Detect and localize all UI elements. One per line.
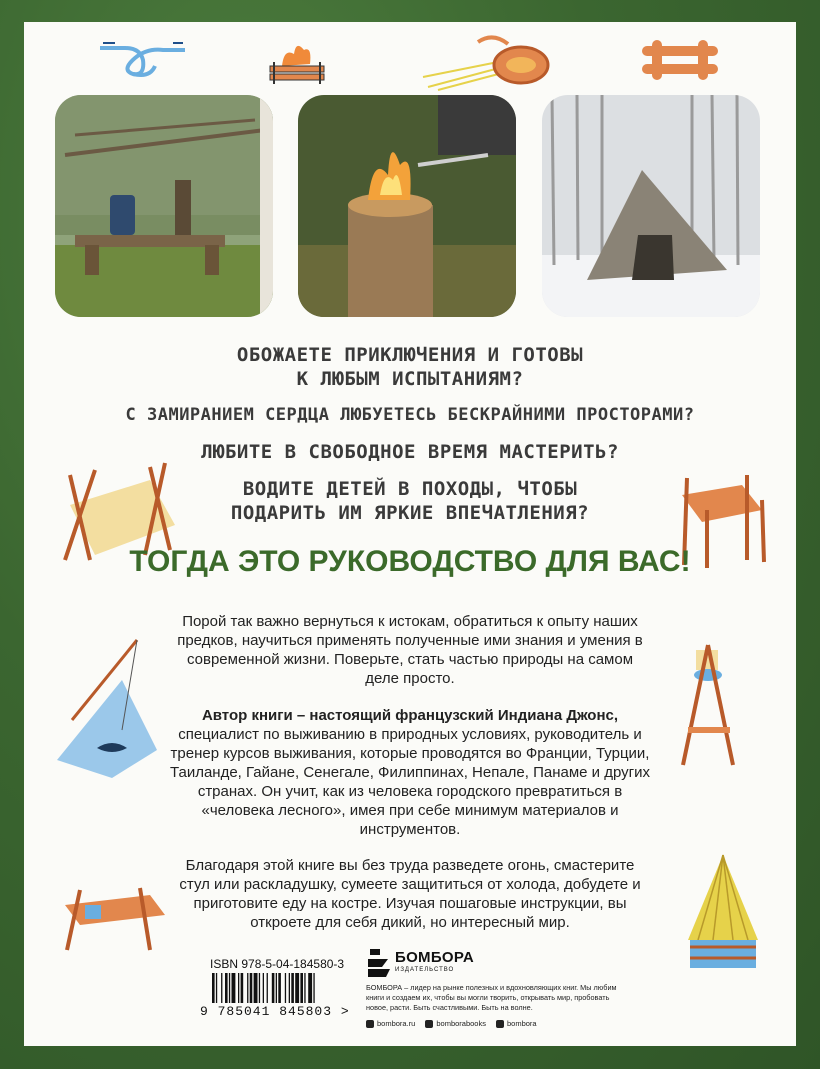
isbn: ISBN 978-5-04-184580-3 — [210, 957, 345, 971]
knot-icon — [95, 38, 190, 83]
barcode-icon — [210, 973, 352, 1005]
wash-stand-icon — [668, 640, 758, 770]
instagram-icon — [366, 1020, 374, 1028]
campfire-box-icon — [262, 36, 332, 86]
youtube-link[interactable] — [496, 1019, 537, 1028]
barcode-bar — [272, 973, 275, 1003]
barcode-bar — [229, 973, 230, 1003]
author-paragraph — [170, 706, 650, 839]
intro-paragraph: Порой так важно вернуться к истокам, обратиться к опыту наших предков, научиться применять полученные ими знания и умения в современной жизни. Поверьте, стать частью природы на самом деле просто. — [177, 613, 643, 687]
barcode-bar — [254, 973, 258, 1003]
woven-basket-icon — [418, 32, 553, 92]
barcode-bar — [276, 973, 277, 1003]
barcode-bar — [289, 973, 290, 1003]
barcode-bar — [267, 973, 268, 1003]
barcode-bar — [247, 973, 248, 1003]
benefits-paragraph: Благодаря этой книге вы без труда разведете огонь, смастерите стул или раскладушку, сумеете защититься от холода, добудете и приготовите еду на костре. Изучая пошаговые инструкции, вы откроете для себя дикий, но интересный мир. — [179, 857, 641, 931]
log-frame-icon — [640, 38, 720, 83]
tepee-frame-icon — [678, 845, 768, 980]
question-adventure-line1: ОБОЖАЕТЕ ПРИКЛЮЧЕНИЯ И ГОТОВЫ — [236, 344, 584, 366]
barcode-bar — [225, 973, 228, 1003]
bombora-logo-icon — [366, 945, 392, 979]
publisher-description: БОМБОРА – лидер на рынке полезных и вдохновляющих книг. Мы любим книги и создаем их, чтобы вы могли творить, открывать мир, пробовать новое, расти. Быть счастливыми. Быть на волне. — [366, 983, 617, 1012]
youtube-text: bombora — [506, 1019, 537, 1028]
barcode-bar — [250, 973, 253, 1003]
barcode-bar — [285, 973, 286, 1003]
question-crafting: ЛЮБИТЕ В СВОБОДНОЕ ВРЕМЯ МАСТЕРИТЬ? — [201, 441, 619, 463]
question-adventure-line2: К ЛЮБЫМ ИСПЫТАНИЯМ? — [296, 368, 524, 390]
camp-table-icon — [55, 880, 170, 955]
barcode-bar — [232, 973, 236, 1003]
barcode-bar — [304, 973, 305, 1003]
barcode-bar — [308, 973, 312, 1003]
barcode-bar — [300, 973, 303, 1003]
barcode-bar — [263, 973, 264, 1003]
winter-hut-photo — [542, 95, 760, 317]
vk-text: bomborabooks — [436, 1019, 486, 1028]
barcode-bar — [278, 973, 281, 1003]
barcode-bar — [295, 973, 299, 1003]
question-kids-line2: ПОДАРИТЬ ИМ ЯРКИЕ ВПЕЧАТЛЕНИЯ? — [230, 502, 590, 524]
question-kids-line1: ВОДИТЕ ДЕТЕЙ В ПОХОДЫ, ЧТОБЫ — [242, 478, 578, 500]
site-link[interactable] — [366, 1019, 415, 1028]
vk-link[interactable] — [425, 1019, 486, 1028]
campsite-photo — [55, 95, 273, 317]
publisher-contacts — [366, 1019, 537, 1028]
barcode-number: 9 785041 845803 > — [200, 1004, 350, 1019]
barcode-bar — [216, 973, 217, 1003]
barcode-bar — [221, 973, 222, 1003]
vk-icon — [425, 1020, 433, 1028]
barcode-bar — [238, 973, 239, 1003]
publisher-name: БОМБОРА — [395, 949, 475, 966]
publisher-sub: ИЗДАТЕЛЬСТВО — [395, 967, 455, 973]
youtube-icon — [496, 1020, 504, 1028]
fire-log-photo — [298, 95, 516, 317]
ice-fishing-icon — [52, 630, 162, 780]
headline: ТОГДА ЭТО РУКОВОДСТВО ДЛЯ ВАС! — [129, 545, 691, 578]
question-spaces: С ЗАМИРАНИЕМ СЕРДЦА ЛЮБУЕТЕСЬ БЕСКРАЙНИМИ ПРОСТОРАМИ? — [125, 405, 695, 425]
barcode-bar — [291, 973, 294, 1003]
barcode-bar — [241, 973, 244, 1003]
author-paragraph-text: специалист по выживанию в природных условиях, руководитель и тренер курсов выживания, которые проводятся во Франции, Турции, Таиланде, Гайане, Сенегале, Филиппинах, Непале, Панаме и других странах. Он учит, как из человека городского превратиться в «человека лесного», имея при себе минимум материалов и инструментов. — [170, 726, 650, 838]
site-text: bombora.ru — [377, 1019, 416, 1028]
barcode-bar — [212, 973, 215, 1003]
barcode-bar — [259, 973, 260, 1003]
author-paragraph-bold: Автор книги – настоящий французский Индиана Джонс, — [201, 707, 619, 724]
barcode-bar — [313, 973, 314, 1003]
